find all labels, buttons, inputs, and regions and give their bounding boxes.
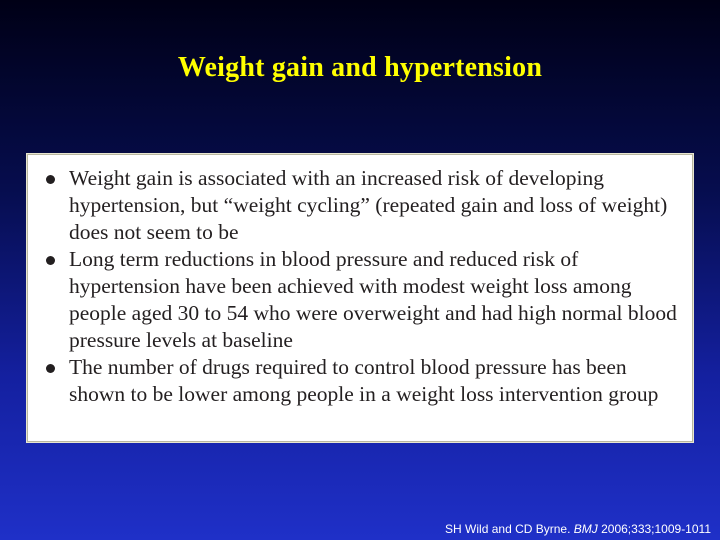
citation-reference: 2006;333;1009-1011 — [601, 522, 711, 536]
content-box — [27, 154, 693, 442]
bullet-list — [28, 155, 692, 408]
bullet-item-long-term-reductions — [28, 246, 682, 354]
citation-authors: SH Wild and CD Byrne. — [445, 522, 571, 536]
bullet-item-weight-gain — [28, 165, 682, 246]
slide-title: Weight gain and hypertension — [177, 52, 543, 83]
bullet-text: The number of drugs required to control blood pressure has been shown to be lower among people in a weight loss intervention group — [69, 355, 659, 406]
bullet-dot-icon — [46, 256, 55, 265]
bullet-dot-icon — [46, 175, 55, 184]
citation-journal: BMJ — [573, 522, 598, 536]
bullet-text: Long term reductions in blood pressure and reduced risk of hypertension have been achieved with modest weight loss among people aged 30 to 54 who were overweight and had high normal blood pressure levels at baseline — [69, 247, 677, 352]
bullet-text: Weight gain is associated with an increased risk of developing hypertension, but “weight cycling” (repeated gain and loss of weight) does not seem to be — [69, 166, 668, 244]
bullet-item-drug-count — [28, 354, 682, 408]
citation — [445, 522, 711, 536]
bullet-dot-icon — [46, 364, 55, 373]
